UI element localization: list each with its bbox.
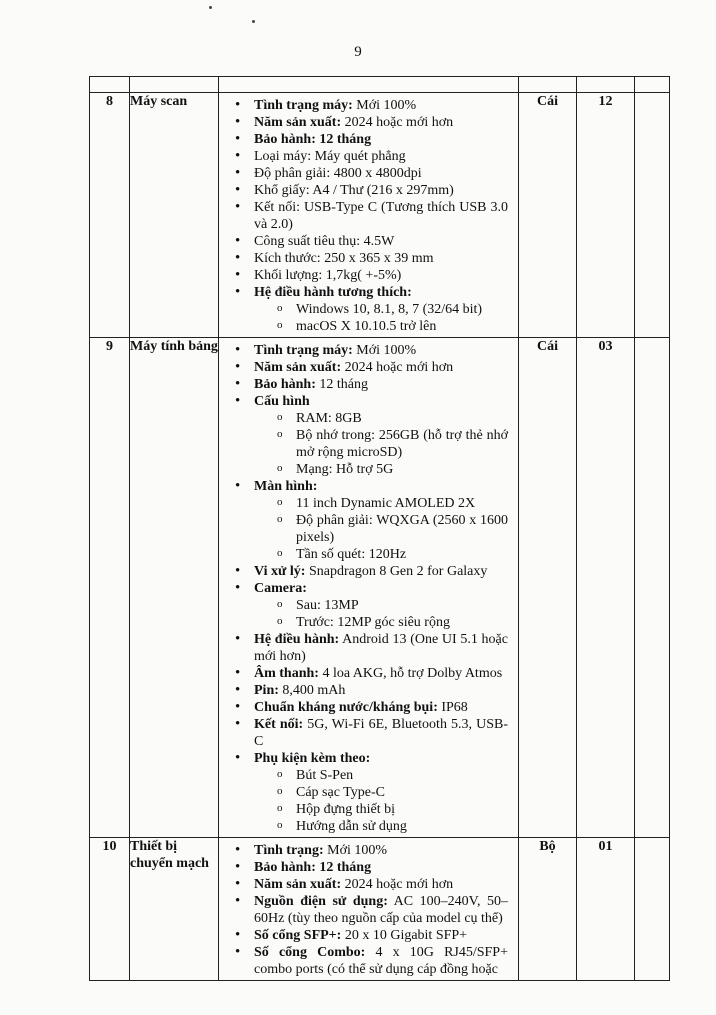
spec-value: Khổ giấy: A4 / Thư (216 x 297mm) xyxy=(254,183,454,198)
spec-subitem: o Windows 10, 8.1, 8, 7 (32/64 bit) xyxy=(296,301,508,318)
spec-label: Bảo hành: 12 tháng xyxy=(254,860,372,875)
spec-label: Tình trạng: xyxy=(254,843,324,858)
spec-item xyxy=(254,478,508,563)
spec-item xyxy=(254,665,508,682)
spec-item xyxy=(254,563,508,580)
spec-label: Nguồn điện sử dụng: xyxy=(254,894,388,909)
spec-sublist xyxy=(254,410,508,478)
spec-value: Kết nối: USB-Type C (Tương thích USB 3.0 và 2.0) xyxy=(254,200,508,232)
spec-label: Hệ điều hành tương thích: xyxy=(254,285,412,300)
spec-sublist xyxy=(254,597,508,631)
spec-value: Mới 100% xyxy=(323,843,388,858)
spec-label: Vi xử lý: xyxy=(254,564,306,579)
spec-item xyxy=(254,233,508,250)
quantity-cell: 12 xyxy=(577,93,635,338)
spec-subitem: o RAM: 8GB xyxy=(296,410,508,427)
row-number: 8 xyxy=(90,93,130,338)
spec-item xyxy=(254,893,508,927)
item-name: Thiết bị chuyển mạch xyxy=(130,838,219,981)
empty-cell xyxy=(635,93,670,338)
quantity-cell: 01 xyxy=(577,838,635,981)
spec-item xyxy=(254,699,508,716)
spec-item xyxy=(254,927,508,944)
spec-subitem: o Mạng: Hỗ trợ 5G xyxy=(296,461,508,478)
spec-subitem: o Bút S-Pen xyxy=(296,767,508,784)
spec-label: Tình trạng máy: xyxy=(254,343,353,358)
header-cell xyxy=(90,77,130,93)
spec-item xyxy=(254,842,508,859)
spec-item xyxy=(254,97,508,114)
spec-value: Snapdragon 8 Gen 2 for Galaxy xyxy=(305,564,488,579)
spec-item xyxy=(254,716,508,750)
spec-list xyxy=(219,93,518,337)
spec-value: Mới 100% xyxy=(352,343,417,358)
unit-cell: Bộ xyxy=(519,838,577,981)
spec-label: Số cổng Combo: xyxy=(254,945,366,960)
spec-list xyxy=(219,338,518,837)
spec-item xyxy=(254,342,508,359)
table-row xyxy=(90,93,670,338)
spec-value: Khối lượng: 1,7kg( +-5%) xyxy=(254,268,402,283)
spec-label: Cấu hình xyxy=(254,394,310,409)
spec-label: Bảo hành: xyxy=(254,377,316,392)
spec-value: Công suất tiêu thụ: 4.5W xyxy=(254,234,395,249)
empty-cell xyxy=(635,838,670,981)
spec-label: Màn hình: xyxy=(254,479,318,494)
spec-label: Camera: xyxy=(254,581,307,596)
quantity-cell: 03 xyxy=(577,338,635,838)
header-cell xyxy=(577,77,635,93)
spec-value: IP68 xyxy=(437,700,468,715)
spec-item xyxy=(254,284,508,335)
spec-value: Android 13 (One UI 5.1 hoặc mới hơn) xyxy=(254,632,508,664)
spec-subitem: o Cáp sạc Type-C xyxy=(296,784,508,801)
spec-item xyxy=(254,148,508,165)
spec-subitem: o 11 inch Dynamic AMOLED 2X xyxy=(296,495,508,512)
empty-cell xyxy=(635,338,670,838)
table-header-row xyxy=(90,77,670,93)
spec-item xyxy=(254,750,508,835)
spec-item xyxy=(254,114,508,131)
spec-subitem: o Hộp đựng thiết bị xyxy=(296,801,508,818)
spec-value: Độ phân giải: 4800 x 4800dpi xyxy=(254,166,422,181)
header-cell xyxy=(519,77,577,93)
spec-value: Loại máy: Máy quét phẳng xyxy=(254,149,406,164)
spec-item xyxy=(254,876,508,893)
spec-item xyxy=(254,682,508,699)
page-number: 9 xyxy=(354,44,362,60)
spec-item xyxy=(254,580,508,631)
spec-label: Phụ kiện kèm theo: xyxy=(254,751,371,766)
item-name: Máy tính bảng xyxy=(130,338,219,838)
spec-subitem: o Độ phân giải: WQXGA (2560 x 1600 pixels) xyxy=(296,512,508,546)
spec-item xyxy=(254,250,508,267)
spec-label: Năm sản xuất: xyxy=(254,877,342,892)
spec-value: 20 x 10 Gigabit SFP+ xyxy=(341,928,468,943)
spec-label: Tình trạng máy: xyxy=(254,98,353,113)
spec-subitem: o Bộ nhớ trong: 256GB (hỗ trợ thẻ nhớ mở rộng microSD) xyxy=(296,427,508,461)
spec-list xyxy=(219,838,518,980)
header-cell xyxy=(219,77,519,93)
spec-item xyxy=(254,393,508,478)
spec-item xyxy=(254,131,508,148)
spec-subitem: o Sau: 13MP xyxy=(296,597,508,614)
spec-item xyxy=(254,376,508,393)
item-specs xyxy=(219,338,519,838)
spec-label: Năm sản xuất: xyxy=(254,360,342,375)
spec-value: Mới 100% xyxy=(352,98,417,113)
spec-label: Chuẩn kháng nước/kháng bụi: xyxy=(254,700,438,715)
spec-subitem: o Hướng dẫn sử dụng xyxy=(296,818,508,835)
item-specs xyxy=(219,838,519,981)
spec-value: 2024 hoặc mới hơn xyxy=(341,360,454,375)
row-number: 10 xyxy=(90,838,130,981)
spec-value: 12 tháng xyxy=(315,377,368,392)
spec-value: 5G, Wi-Fi 6E, Bluetooth 5.3, USB-C xyxy=(254,717,508,749)
spec-value: 2024 hoặc mới hơn xyxy=(341,877,454,892)
spec-label: Hệ điều hành: xyxy=(254,632,340,647)
spec-item xyxy=(254,631,508,665)
item-name: Máy scan xyxy=(130,93,219,338)
table-row xyxy=(90,838,670,981)
spec-label: Bảo hành: 12 tháng xyxy=(254,132,372,147)
spec-table xyxy=(89,76,670,981)
scan-speck xyxy=(252,20,255,23)
unit-cell: Cái xyxy=(519,93,577,338)
row-number: 9 xyxy=(90,338,130,838)
spec-item xyxy=(254,165,508,182)
spec-value: Kích thước: 250 x 365 x 39 mm xyxy=(254,251,434,266)
spec-label: Kết nối: xyxy=(254,717,304,732)
spec-item xyxy=(254,199,508,233)
header-cell xyxy=(130,77,219,93)
spec-table-body xyxy=(90,77,670,981)
spec-item xyxy=(254,944,508,978)
spec-item xyxy=(254,267,508,284)
spec-label: Âm thanh: xyxy=(254,666,319,681)
spec-value: AC 100–240V, 50–60Hz (tùy theo nguồn cấp của model cụ thể) xyxy=(254,894,508,926)
unit-cell: Cái xyxy=(519,338,577,838)
spec-subitem: o Trước: 12MP góc siêu rộng xyxy=(296,614,508,631)
spec-item xyxy=(254,359,508,376)
header-cell xyxy=(635,77,670,93)
spec-label: Pin: xyxy=(254,683,279,698)
item-specs xyxy=(219,93,519,338)
spec-value: 4 x 10G RJ45/SFP+ combo ports (có thể sử dụng cáp đồng hoặc xyxy=(254,945,508,977)
spec-value: 2024 hoặc mới hơn xyxy=(341,115,454,130)
spec-item xyxy=(254,859,508,876)
scan-speck xyxy=(209,6,212,9)
spec-subitem: o Tần số quét: 120Hz xyxy=(296,546,508,563)
spec-subitem: o macOS X 10.10.5 trở lên xyxy=(296,318,508,335)
spec-label: Năm sản xuất: xyxy=(254,115,342,130)
spec-label: Số cổng SFP+: xyxy=(254,928,342,943)
spec-sublist xyxy=(254,767,508,835)
table-row xyxy=(90,338,670,838)
spec-item xyxy=(254,182,508,199)
spec-value: 4 loa AKG, hỗ trợ Dolby Atmos xyxy=(318,666,503,681)
spec-sublist xyxy=(254,495,508,563)
spec-value: 8,400 mAh xyxy=(278,683,346,698)
spec-sublist xyxy=(254,301,508,335)
